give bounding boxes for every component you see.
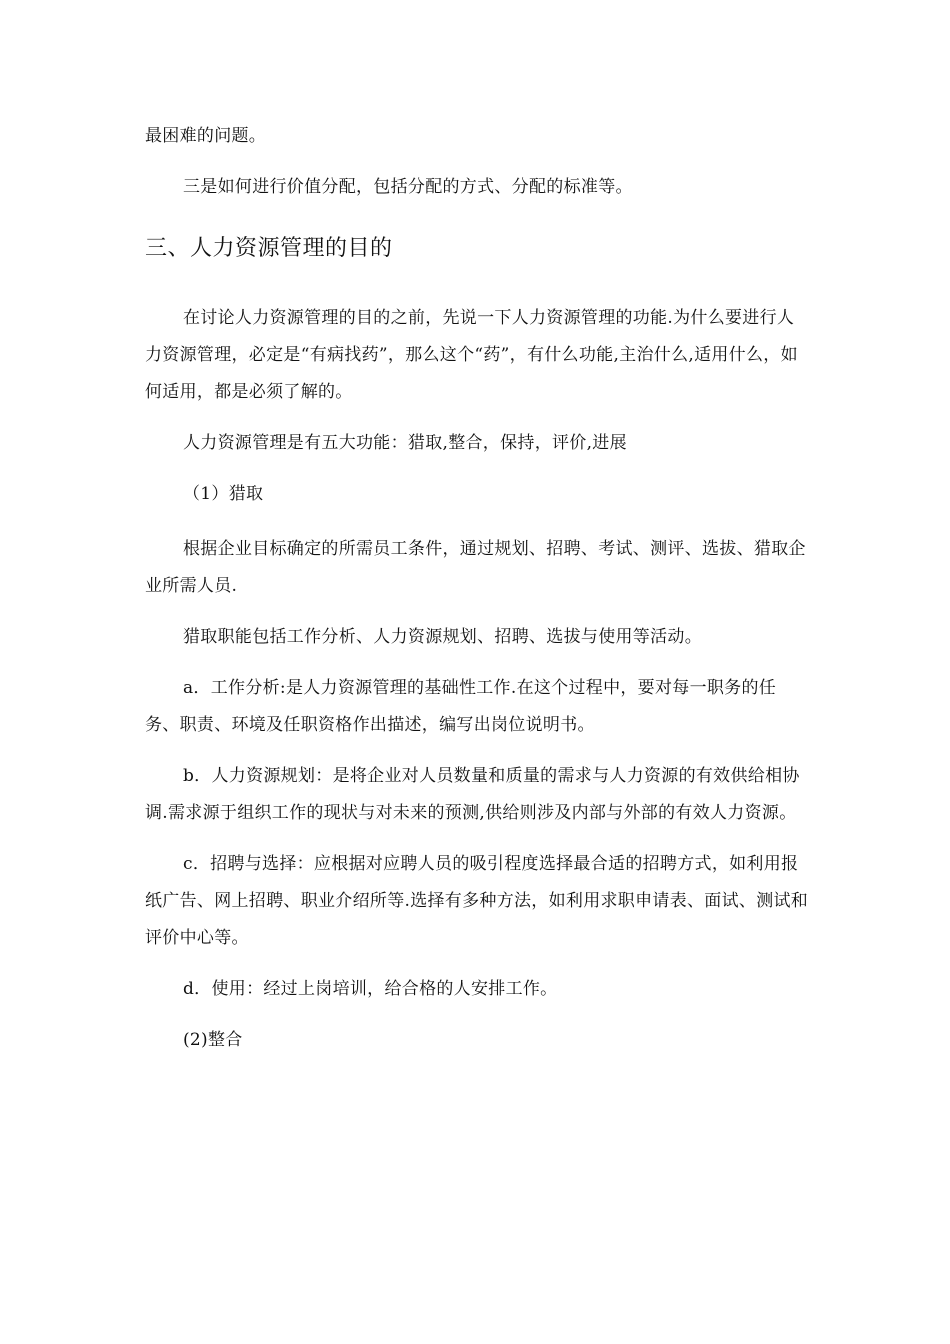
paragraph-value-distribution: 三是如何进行价值分配，包括分配的方式、分配的标准等。 bbox=[183, 177, 633, 197]
list-item-recruitment: c．招聘与选择：应根据对应聘人员的吸引程度选择最合适的招聘方式，如利用报纸广告、网上招聘、职业介绍所等.选择有多种方法，如利用求职申请表、面试、测试和评价中心等。 bbox=[145, 854, 809, 948]
document-body bbox=[145, 118, 810, 1059]
list-item-job-analysis: a．工作分析:是人力资源管理的基础性工作.在这个过程中，要对每一职务的任务、职责、环境及任职资格作出描述，编写出岗位说明书。 bbox=[145, 678, 777, 735]
list-item-hr-planning: b．人力资源规划：是将企业对人员数量和质量的需求与人力资源的有效供给相协调.需求源于组织工作的现状与对未来的预测,供给则涉及内部与外部的有效人力资源。 bbox=[145, 766, 800, 823]
paragraph-acquisition-desc: 根据企业目标确定的所需员工条件，通过规划、招聘、考试、测评、选拔、猎取企业所需人员. bbox=[145, 539, 806, 596]
paragraph-intro: 在讨论人力资源管理的目的之前，先说一下人力资源管理的功能.为什么要进行人力资源管理，必定是“有病找药”，那么这个“药”，有什么功能,主治什么,适用什么，如何适用，都是必须了解的。 bbox=[145, 308, 798, 402]
paragraph-continuation: 最困难的问题。 bbox=[145, 126, 267, 146]
paragraph-five-functions: 人力资源管理是有五大功能：猎取,整合，保持，评价,进展 bbox=[183, 433, 627, 453]
subheading-acquisition: （1）猎取 bbox=[183, 484, 264, 504]
subheading-integration: (2)整合 bbox=[183, 1030, 243, 1050]
section-heading: 三、人力资源管理的目的 bbox=[145, 236, 393, 261]
list-item-use: d．使用：经过上岗培训，给合格的人安排工作。 bbox=[183, 979, 558, 999]
paragraph-acquisition-scope: 猎取职能包括工作分析、人力资源规划、招聘、选拔与使用等活动。 bbox=[183, 627, 702, 647]
